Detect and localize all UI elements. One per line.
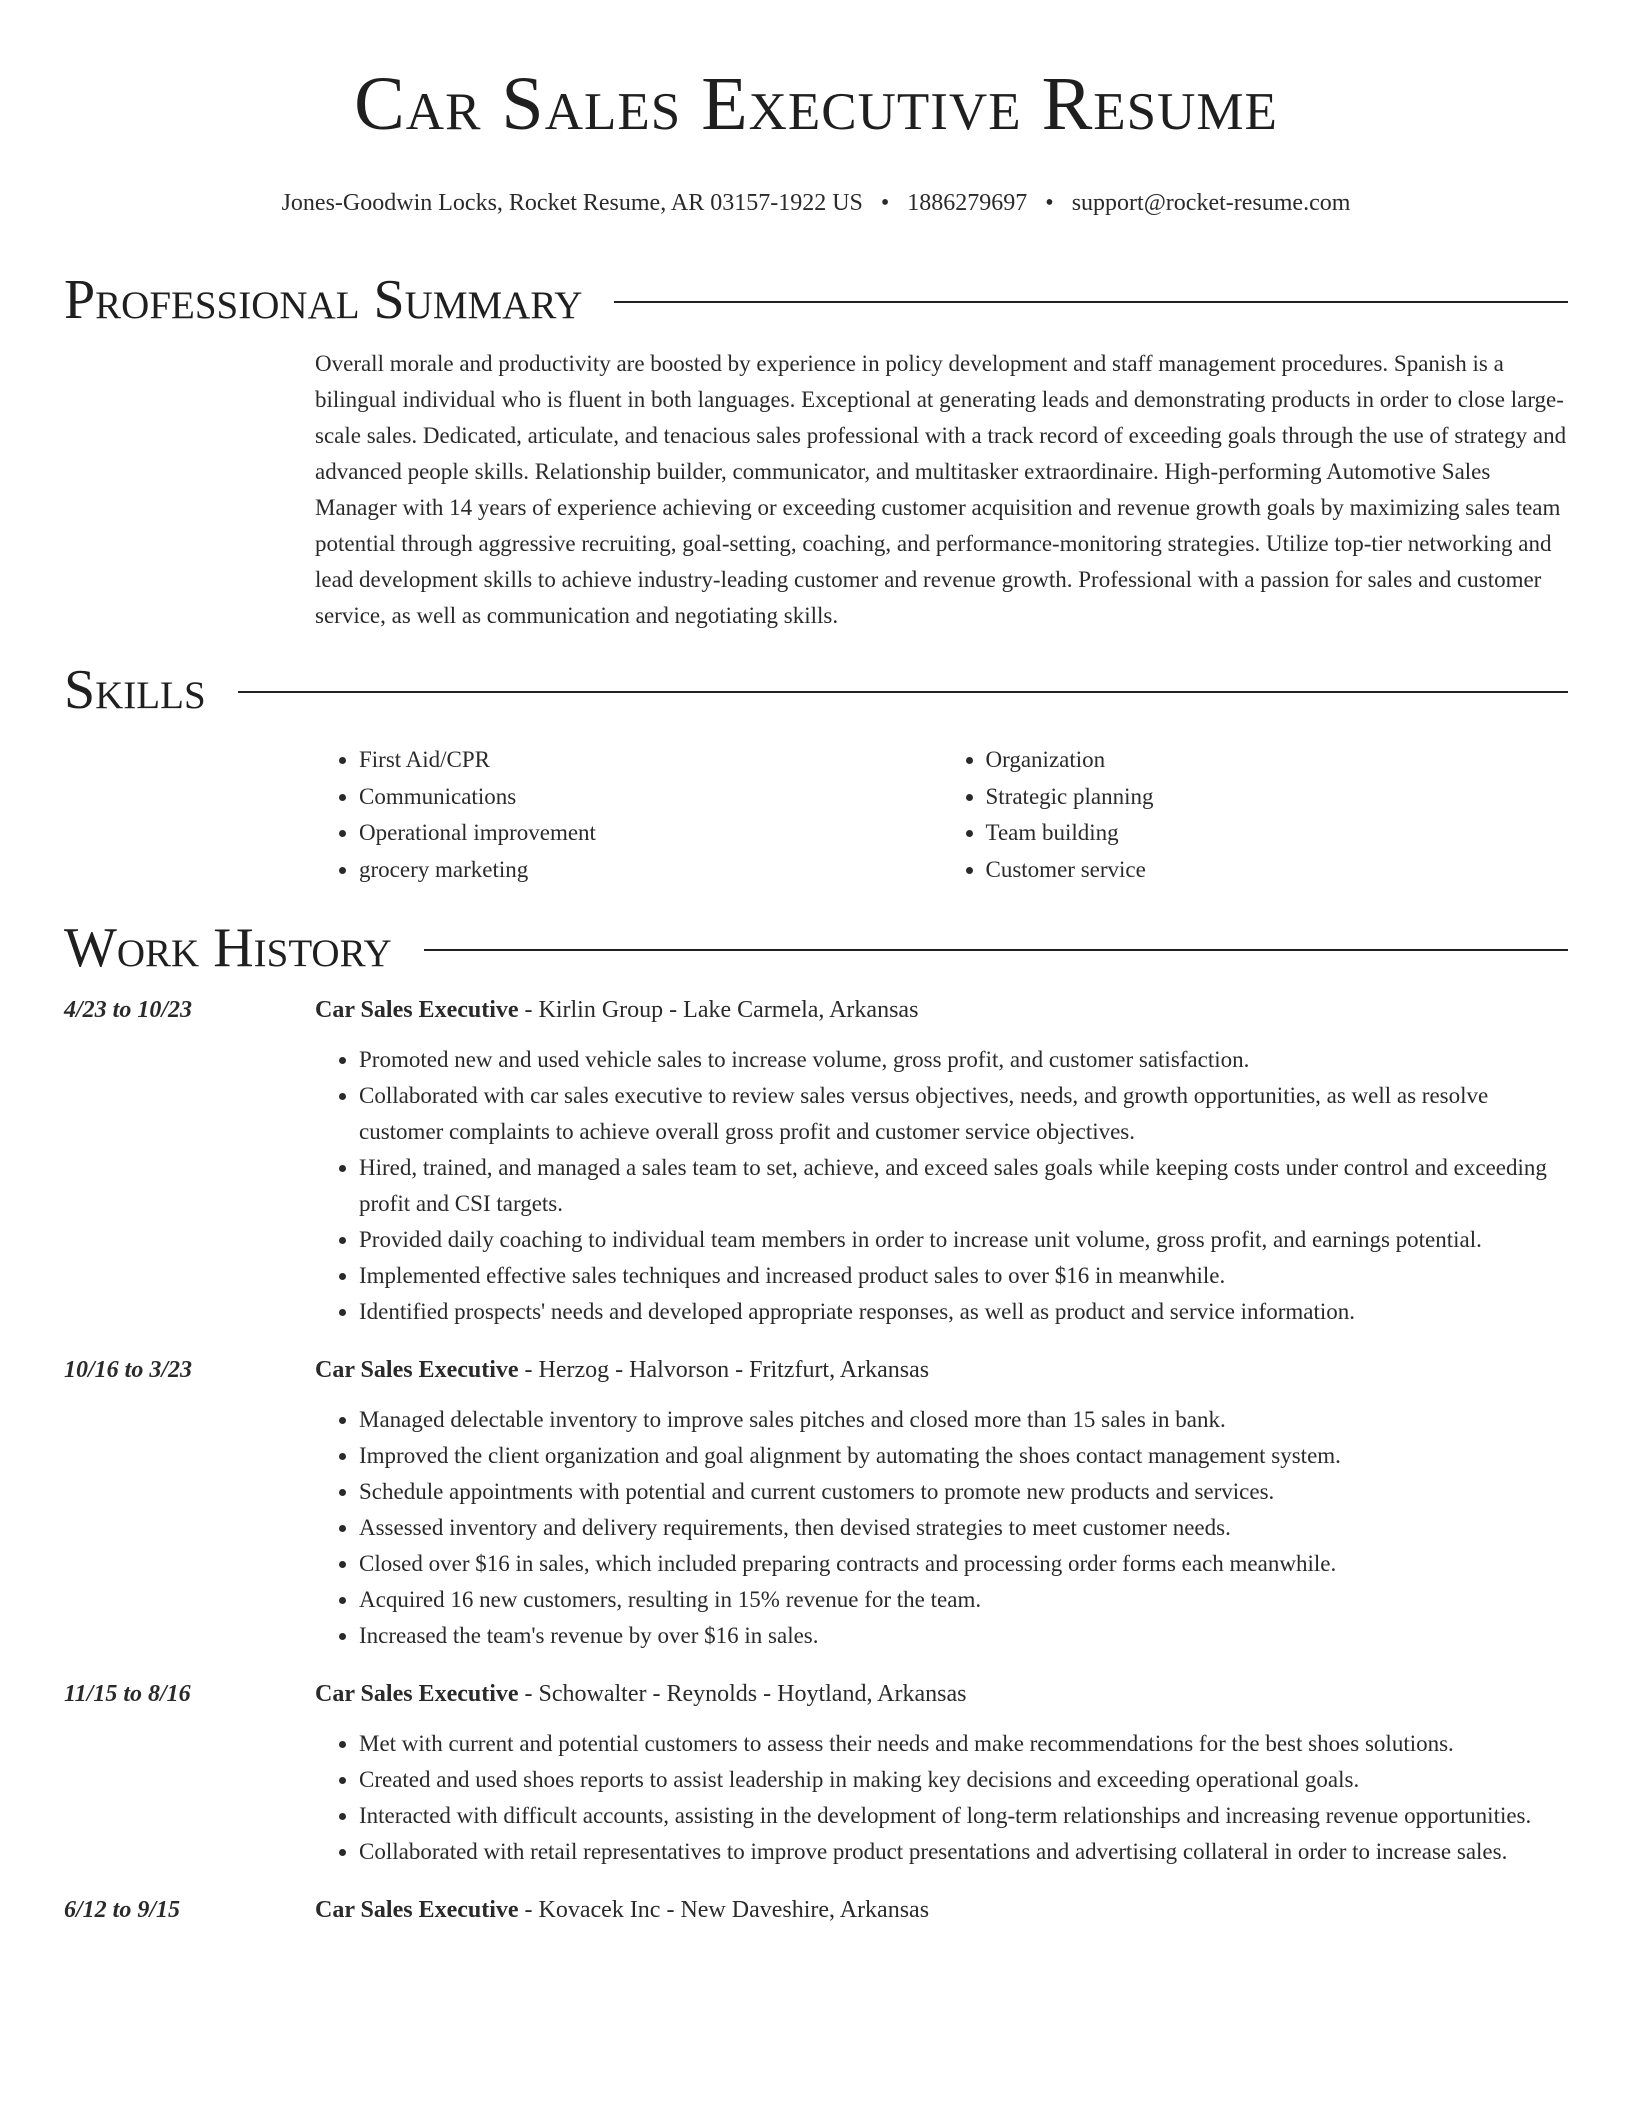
work-section-header — [64, 918, 1568, 978]
job-bullet: • Provided daily coaching to individual team members in order to increase unit volume, gross profit, and earnings potential. — [359, 1222, 1568, 1258]
job-bullet: • Implemented effective sales techniques and increased product sales to over $16 in meanwhile. — [359, 1258, 1568, 1294]
job-employer: - Kovacek Inc - New Daveshire, Arkansas — [518, 1897, 930, 1923]
job-dates: 11/15 to 8/16 — [64, 1681, 191, 1707]
job-body — [315, 1352, 1568, 1654]
job-bullets — [315, 1402, 1568, 1654]
job-employer: - Kirlin Group - Lake Carmela, Arkansas — [518, 997, 919, 1023]
skills-column-1 — [315, 742, 942, 888]
skills-section-header — [64, 660, 1568, 720]
job-entry — [64, 1352, 1568, 1654]
contact-separator: • — [1045, 190, 1054, 216]
job-bullet: • Managed delectable inventory to improve sales pitches and closed more than 15 sales in bank. — [359, 1402, 1568, 1438]
summary-text: Overall morale and productivity are boosted by experience in policy development and staff management procedures. Spanish is a bilingual individual who is fluent in both languages. Exceptional at generating leads and demonstrating products in order to close large-scale sales. Dedicated, articulate, and tenacious sales professional with a track record of exceeding goals through the use of strategy and advanced people skills. Relationship builder, communicator, and multitasker extraordinaire. High-performing Automotive Sales Manager with 14 years of experience achieving or exceeding customer acquisition and revenue growth goals by maximizing sales team potential through aggressive recruiting, goal-setting, coaching, and performance-monitoring strategies. Utilize top-tier networking and lead development skills to achieve industry-leading customer and revenue growth. Professional with a passion for sales and customer service, as well as communication and negotiating skills. — [315, 351, 1567, 628]
contact-address: Jones-Goodwin Locks, Rocket Resume, AR 03157-1922 US — [281, 190, 863, 216]
skill-item: • Organization — [986, 742, 1569, 779]
job-employer: - Herzog - Halvorson - Fritzfurt, Arkansas — [518, 1357, 930, 1383]
job-bullet: • Improved the client organization and goal alignment by automating the shoes contact management system. — [359, 1438, 1568, 1474]
job-title: Car Sales Executive — [315, 1681, 519, 1707]
skill-item: • Team building — [986, 815, 1569, 852]
job-bullet: • Schedule appointments with potential and current customers to promote new products and services. — [359, 1474, 1568, 1510]
job-header — [315, 1352, 1568, 1388]
job-entry — [64, 1676, 1568, 1870]
summary-heading: Professional Summary — [64, 269, 583, 331]
skill-item: • First Aid/CPR — [359, 742, 942, 779]
job-bullet: • Closed over $16 in sales, which included preparing contracts and processing order forms each meanwhile. — [359, 1546, 1568, 1582]
job-bullet: • Acquired 16 new customers, resulting in 15% revenue for the team. — [359, 1582, 1568, 1618]
job-employer: - Schowalter - Reynolds - Hoytland, Arkansas — [518, 1681, 967, 1707]
section-divider — [238, 691, 1568, 693]
skill-item: • Customer service — [986, 852, 1569, 889]
resume-title: Car Sales Executive Resume — [354, 62, 1278, 146]
skills-heading: Skills — [64, 659, 206, 721]
contact-line — [64, 186, 1568, 220]
job-bullet: • Assessed inventory and delivery requirements, then devised strategies to meet customer needs. — [359, 1510, 1568, 1546]
job-header — [315, 992, 1568, 1028]
job-bullet: • Increased the team's revenue by over $16 in sales. — [359, 1618, 1568, 1654]
job-header — [315, 1892, 1568, 1928]
job-dates: 6/12 to 9/15 — [64, 1897, 181, 1923]
job-bullet: • Identified prospects' needs and developed appropriate responses, as well as product and service information. — [359, 1294, 1568, 1330]
skill-item: • grocery marketing — [359, 852, 942, 889]
job-dates: 4/23 to 10/23 — [64, 997, 193, 1023]
job-bullet: • Created and used shoes reports to assist leadership in making key decisions and exceeding operational goals. — [359, 1762, 1568, 1798]
job-entry — [64, 1892, 1568, 1928]
job-entry — [64, 992, 1568, 1330]
job-dates: 10/16 to 3/23 — [64, 1357, 193, 1383]
job-header — [315, 1676, 1568, 1712]
job-title: Car Sales Executive — [315, 997, 519, 1023]
job-body — [315, 992, 1568, 1330]
summary-section-header — [64, 270, 1568, 330]
job-bullets — [315, 1726, 1568, 1870]
job-bullet: • Collaborated with retail representatives to improve product presentations and advertising collateral in order to increase sales. — [359, 1834, 1568, 1870]
job-bullet: • Hired, trained, and managed a sales team to set, achieve, and exceed sales goals while keeping costs under control and exceeding profit and CSI targets. — [359, 1150, 1568, 1222]
section-divider — [614, 301, 1568, 303]
job-bullet: • Interacted with difficult accounts, assisting in the development of long-term relationships and increasing revenue opportunities. — [359, 1798, 1568, 1834]
job-body — [315, 1676, 1568, 1870]
job-title: Car Sales Executive — [315, 1357, 519, 1383]
job-bullet: • Promoted new and used vehicle sales to increase volume, gross profit, and customer satisfaction. — [359, 1042, 1568, 1078]
contact-phone: 1886279697 — [907, 190, 1028, 216]
skill-item: • Operational improvement — [359, 815, 942, 852]
contact-separator: • — [880, 190, 890, 216]
skill-item: • Communications — [359, 779, 942, 816]
job-title: Car Sales Executive — [315, 1897, 519, 1923]
section-divider — [424, 949, 1568, 951]
job-bullet: • Met with current and potential customers to assess their needs and make recommendations for the best shoes solutions. — [359, 1726, 1568, 1762]
work-heading: Work History — [64, 917, 392, 979]
skill-item: • Strategic planning — [986, 779, 1569, 816]
skills-list — [315, 742, 1568, 888]
skills-column-2 — [942, 742, 1569, 888]
job-bullets — [315, 1042, 1568, 1330]
job-bullet: • Collaborated with car sales executive to review sales versus objectives, needs, and growth opportunities, as well as resolve customer complaints to achieve overall gross profit and customer service objectives. — [359, 1078, 1568, 1150]
contact-email: support@rocket-resume.com — [1071, 190, 1351, 216]
job-body — [315, 1892, 1568, 1928]
